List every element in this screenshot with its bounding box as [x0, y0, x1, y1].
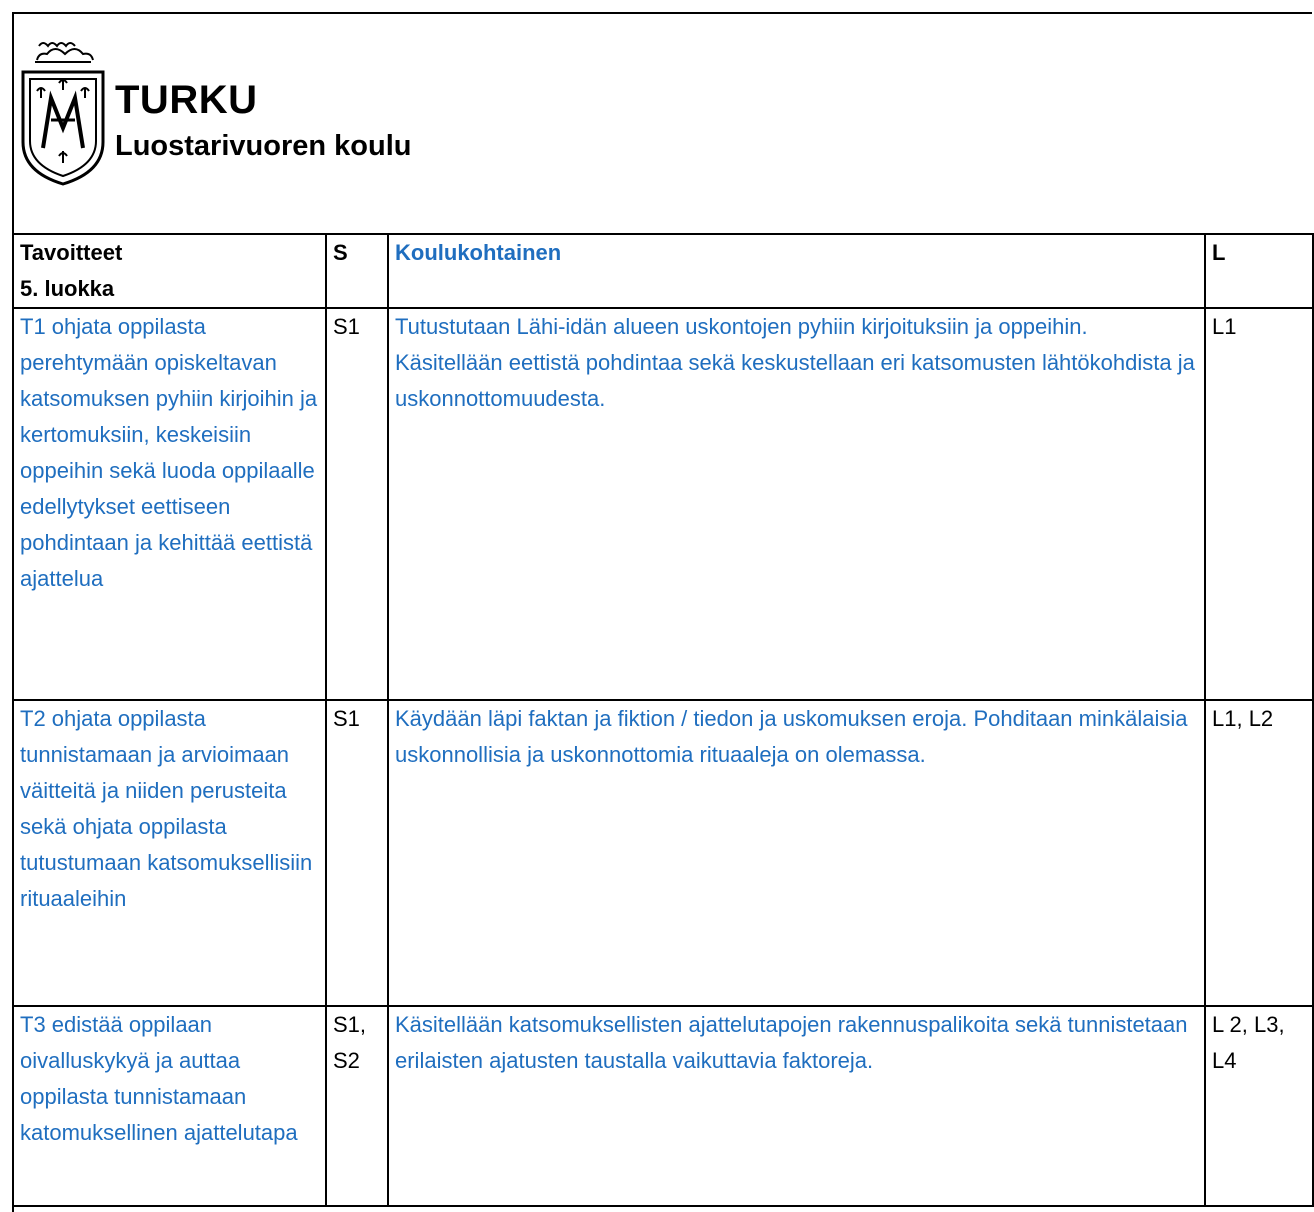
s-cell: S1, S2 — [326, 1006, 388, 1206]
l-cell: L1 — [1205, 308, 1313, 700]
school-specific-header: Koulukohtainen — [388, 234, 1205, 308]
curriculum-table — [12, 233, 1314, 1207]
crown-crest-icon — [17, 38, 112, 188]
turku-logo — [17, 38, 112, 193]
table-row — [13, 700, 1313, 1006]
table-row — [13, 1006, 1313, 1206]
school-name: Luostarivuoren koulu — [115, 130, 412, 162]
content-cell: Käydään läpi faktan ja fiktion / tiedon ja uskomuksen eroja. Pohditaan minkälaisia uskonnollisia ja uskonnottomia rituaaleja on olemassa. — [388, 700, 1205, 1006]
l-cell: L 2, L3, L4 — [1205, 1006, 1313, 1206]
content-cell: Tutustutaan Lähi-idän alueen uskontojen pyhiin kirjoituksiin ja oppeihin. Käsitellään eettistä pohdintaa sekä keskustellaan eri katsomusten lähtökohdista ja uskonnottomuudesta. — [388, 308, 1205, 700]
goal-cell: T2 ohjata oppilasta tunnistamaan ja arvioimaan väitteitä ja niiden perusteita sekä ohjata oppilasta tutustumaan katsomuksellisiin rituaaleihin — [13, 700, 326, 1006]
goal-cell: T3 edistää oppilaan oivalluskykyä ja auttaa oppilasta tunnistamaan katomuksellinen ajattelutapa — [13, 1006, 326, 1206]
city-name: TURKU — [115, 78, 258, 122]
table-row — [13, 308, 1313, 700]
content-cell: Käsitellään katsomuksellisten ajattelutapojen rakennuspalikoita sekä tunnistetaan erilaisten ajatusten taustalla vaikuttavia faktoreja. — [388, 1006, 1205, 1206]
goals-header — [13, 234, 326, 308]
table-header-row — [13, 234, 1313, 308]
l-cell: L1, L2 — [1205, 700, 1313, 1006]
s-header: S — [326, 234, 388, 308]
s-cell: S1 — [326, 700, 388, 1006]
goals-header-label: Tavoitteet — [20, 240, 123, 265]
document-header — [14, 14, 1273, 234]
goal-cell: T1 ohjata oppilasta perehtymään opiskeltavan katsomuksen pyhiin kirjoihin ja kertomuksiin, keskeisiin oppeihin sekä luoda oppilaalle edellytykset eettiseen pohdintaan ja kehittää eettistä ajattelua — [13, 308, 326, 700]
l-header: L — [1205, 234, 1313, 308]
grade-label: 5. luokka — [20, 276, 115, 301]
s-cell: S1 — [326, 308, 388, 700]
